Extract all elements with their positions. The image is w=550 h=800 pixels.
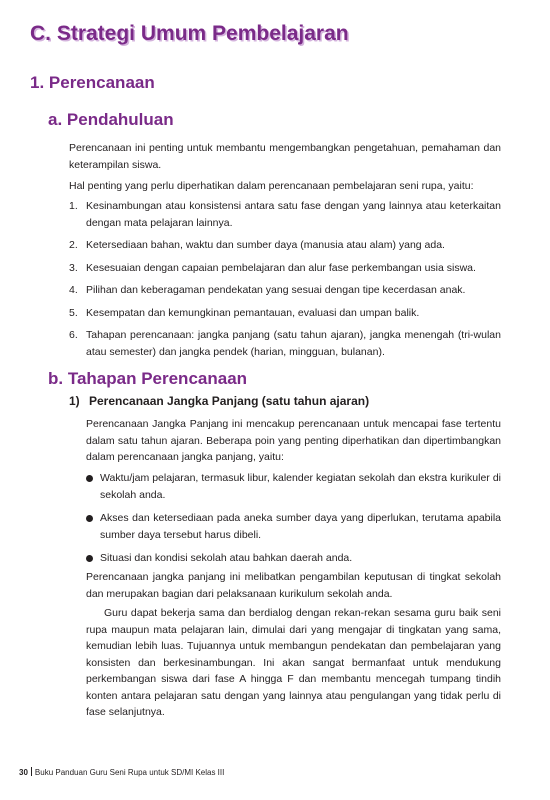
jangka-panjang-intro: Perencanaan Jangka Panjang ini mencakup perencanaan untuk mencapai fase tertentu dalam satu tahun ajaran. Beberapa poin yang penting diperhatikan dan dipertimbangkan dalam perencanaan jangka panjang, yaitu:: [86, 418, 501, 463]
bullet-dot-icon: [86, 475, 93, 482]
list-item-number: 3.: [69, 261, 78, 274]
list-item: [69, 327, 501, 360]
page-footer: [19, 767, 224, 777]
list-item-text: Tahapan perencanaan: jangka panjang (satu tahun ajaran), jangka menengah (tri-wulan atau semester) dan jangka pendek (harian, mingguan, bulanan).: [86, 329, 501, 358]
bullet-list: [86, 470, 501, 567]
list-item-text: Kesesuaian dengan capaian pembelajaran dan alur fase perkembangan usia siswa.: [86, 261, 476, 274]
list-item-number: 1.: [69, 200, 78, 212]
list-item-text: Pilihan dan keberagaman pendekatan yang sesuai dengan tipe kecerdasan anak.: [86, 284, 466, 296]
bullet-item: [86, 550, 501, 567]
list-item-text: Kesempatan dan kemungkinan pemantauan, evaluasi dan umpan balik.: [86, 306, 420, 319]
list-item: [69, 198, 501, 231]
subsection-heading-pendahuluan: a. Pendahuluan: [48, 110, 174, 129]
list-item-number: 2.: [69, 239, 78, 251]
bullet-item: [86, 470, 501, 503]
jangka-panjang-para-1: Perencanaan jangka panjang ini melibatkan pengambilan keputusan di tingkat sekolah dan merupakan bagian dari pelaksanaan kurikulum sekolah anda.: [86, 571, 501, 600]
sub-subsection-heading: [69, 394, 369, 408]
bullet-text: Waktu/jam pelajaran, termasuk libur, kalender kegiatan sekolah dan ekstra kurikuler di sekolah anda.: [100, 472, 501, 501]
pendahuluan-lead: Hal penting yang perlu diperhatikan dalam perencanaan pembelajaran seni rupa, yaitu:: [69, 180, 474, 192]
list-item-text: Ketersediaan bahan, waktu dan sumber daya (manusia atau alam) yang ada.: [86, 239, 445, 251]
subsection-heading-tahapan: b. Tahapan Perencanaan: [48, 369, 248, 388]
list-item: [69, 305, 501, 322]
bullet-text: Situasi dan kondisi sekolah atau bahkan daerah anda.: [100, 552, 353, 564]
footer-divider: [31, 767, 32, 776]
list-item: [69, 237, 501, 254]
bullet-text: Akses dan ketersediaan pada aneka sumber daya yang diperlukan, terutama apabila sumber daya tersebut harus dibeli.: [100, 512, 501, 541]
section-heading: 1. Perencanaan: [30, 73, 155, 92]
list-item-number: 4.: [69, 284, 78, 296]
page-number: 30: [19, 768, 28, 777]
bullet-item: [86, 510, 501, 543]
considerations-list: [69, 198, 501, 360]
bullet-dot-icon: [86, 555, 93, 562]
book-title: Buku Panduan Guru Seni Rupa untuk SD/MI Kelas III: [34, 768, 225, 777]
bullet-dot-icon: [86, 515, 93, 522]
list-item-number: 5.: [69, 306, 78, 319]
jangka-panjang-para-2: Guru dapat bekerja sama dan berdialog dengan rekan-rekan sesama guru baik seni rupa maupun mata pelajaran lain, dimulai dari yang mengajar di tingkatan yang sama, kemudian lebih luas. Tujuannya untuk membangun pendekatan dan pembelajaran yang konsisten dan berkesinambungan. Ini akan sangat bermanfaat untuk mendukung perkembangan siswa dari fase A hingga F dan membantu mencegah tumpang tindih konten antara pelajaran satu dengan yang lainnya atau pengulangan yang tidak perlu di fase selanjutnya.: [86, 607, 501, 718]
pendahuluan-intro: Perencanaan ini penting untuk membantu mengembangkan pengetahuan, pemahaman dan keterampilan siswa.: [69, 142, 501, 171]
list-item: [69, 282, 501, 299]
list-item-number: 6.: [69, 329, 78, 341]
sub-subsection-number: 1): [69, 394, 80, 408]
sub-subsection-title: Perencanaan Jangka Panjang (satu tahun ajaran): [89, 394, 370, 408]
list-item: [69, 260, 501, 277]
chapter-heading: C. Strategi Umum Pembelajaran: [30, 22, 349, 45]
list-item-text: Kesinambungan atau konsistensi antara satu fase dengan yang lainnya atau keterkaitan dengan mata pelajaran lainnya.: [86, 200, 501, 229]
